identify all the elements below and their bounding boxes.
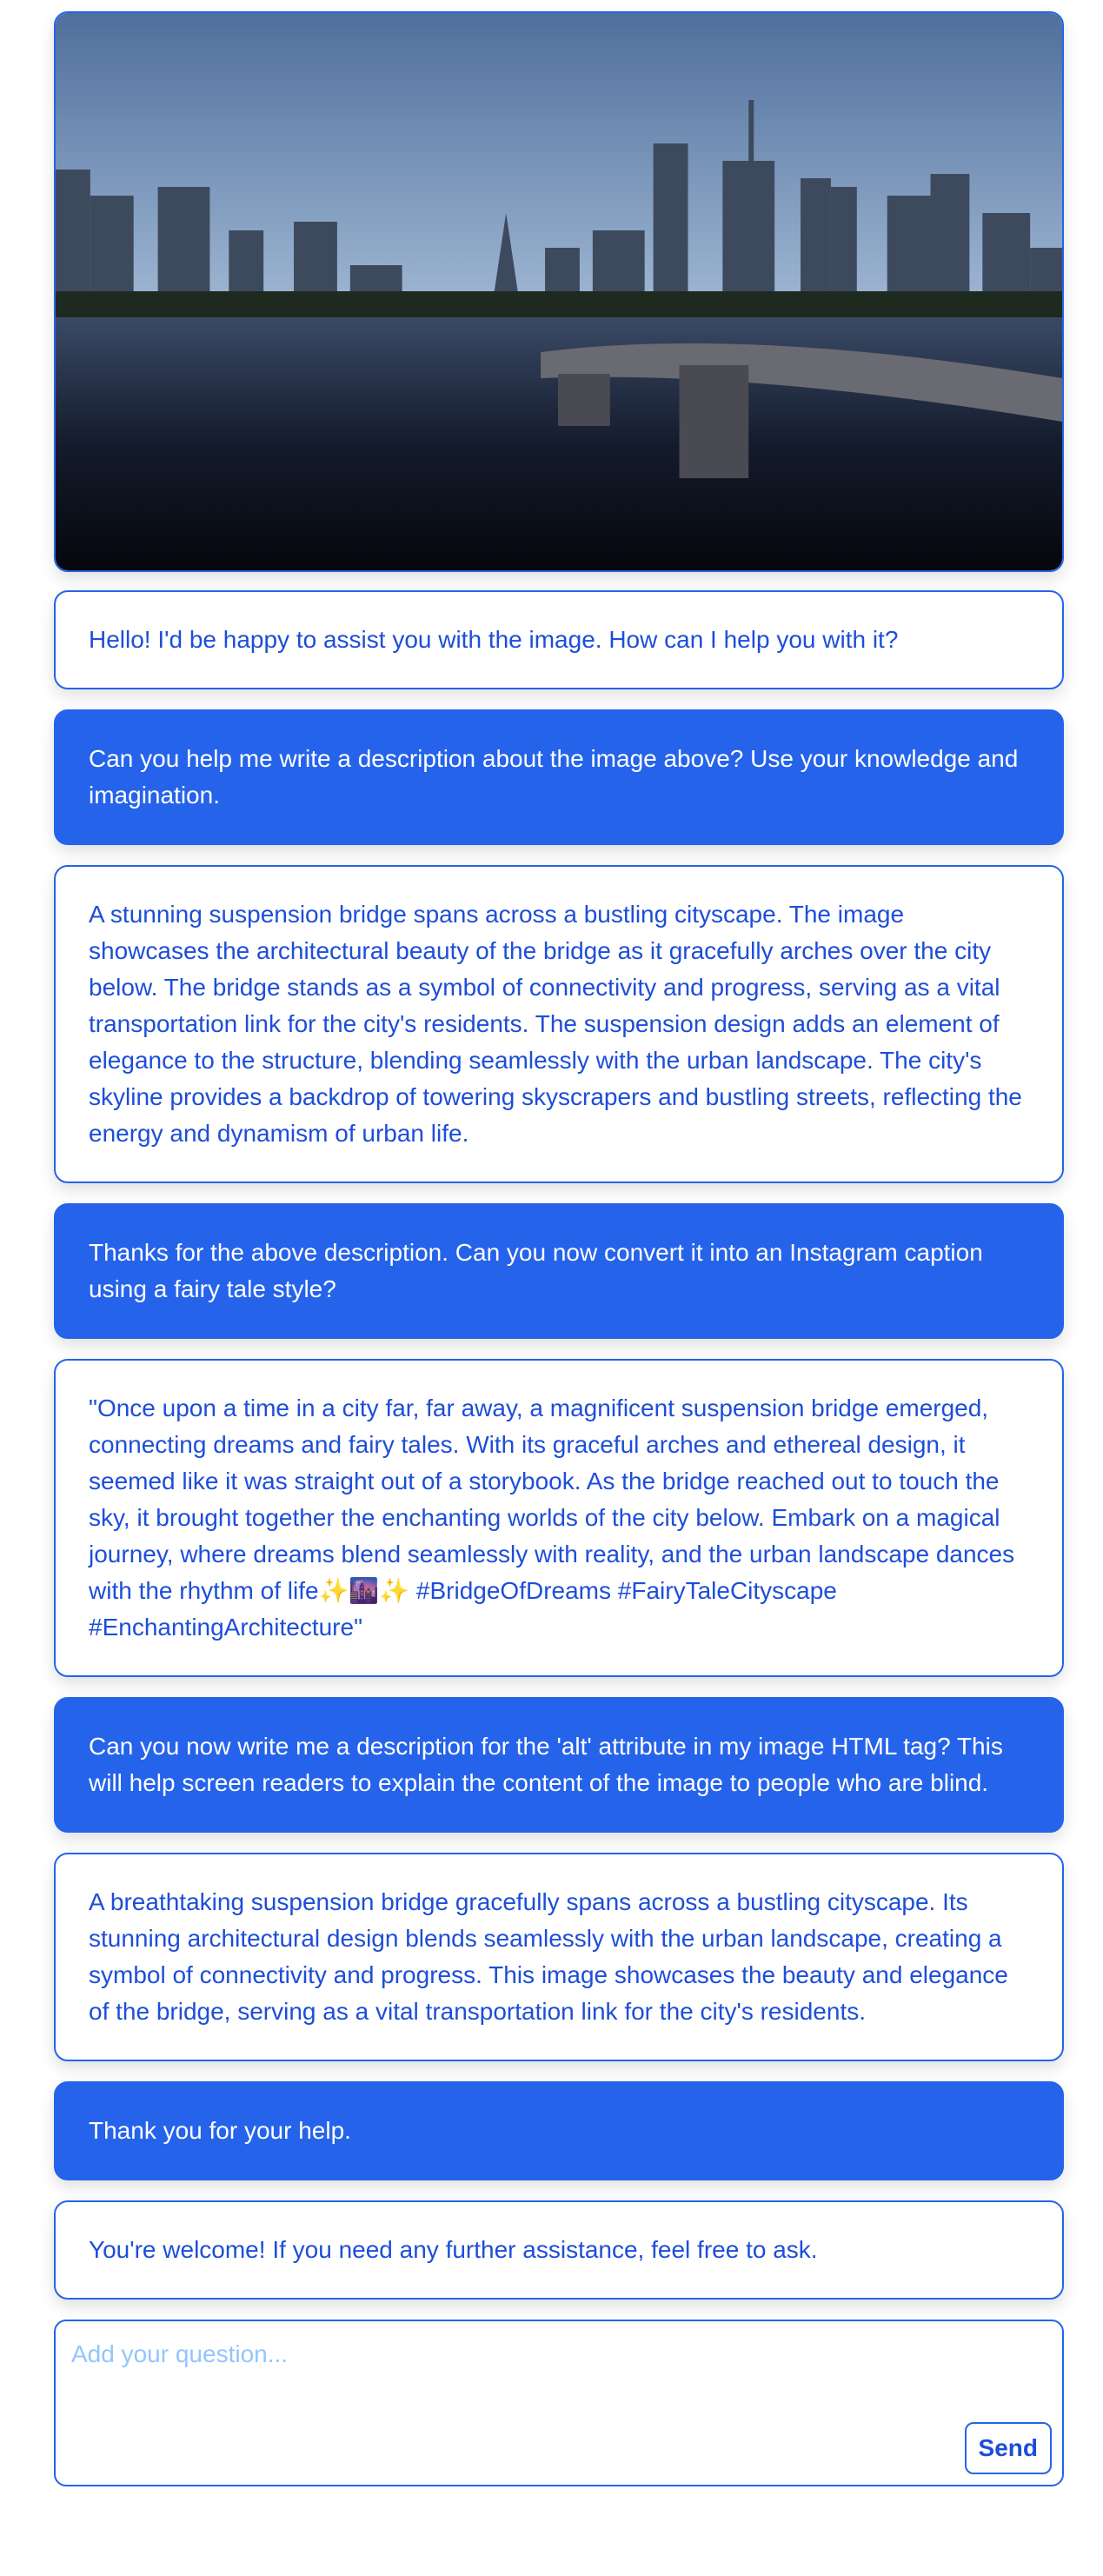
assistant-message: "Once upon a time in a city far, far away, a magnificent suspension bridge emerged, connecting dreams and fairy tales. With its graceful arches and ethereal design, it seemed like it was straight out of a storybook. As the bridge reached out to touch the sky, it brought together the enchanting worlds of the city below. Embark on a magical journey, where dreams blend seamlessly with reality, and the urban landscape dances with the rhythm of life✨🌆✨ #BridgeOfDreams #FairyTaleCityscape #EnchantingArchitecture"	[54, 1359, 1064, 1677]
question-composer	[54, 2320, 1064, 2486]
assistant-message: You're welcome! If you need any further assistance, feel free to ask.	[54, 2200, 1064, 2300]
user-message: Can you now write me a description for the 'alt' attribute in my image HTML tag? This will help screen readers to explain the content of the image to people who are blind.	[54, 1697, 1064, 1833]
user-message: Thanks for the above description. Can you now convert it into an Instagram caption using a fairy tale style?	[54, 1203, 1064, 1339]
assistant-message: A stunning suspension bridge spans across a bustling cityscape. The image showcases the architectural beauty of the bridge as it gracefully arches over the city below. The bridge stands as a symbol of connectivity and progress, serving as a vital transportation link for the city's residents. The suspension design adds an element of elegance to the structure, blending seamlessly with the urban landscape. The city's skyline provides a backdrop of towering skyscrapers and bustling streets, reflecting the energy and dynamism of urban life.	[54, 865, 1064, 1183]
question-input[interactable]	[56, 2321, 1062, 2485]
send-button[interactable]: Send	[965, 2422, 1052, 2474]
assistant-message: Hello! I'd be happy to assist you with the image. How can I help you with it?	[54, 590, 1064, 689]
chat-container	[54, 0, 1064, 2486]
user-message: Thank you for your help.	[54, 2081, 1064, 2180]
assistant-message: A breathtaking suspension bridge gracefully spans across a bustling cityscape. Its stunning architectural design blends seamlessly with the urban landscape, creating a symbol of connectivity and progress. This image showcases the beauty and elegance of the bridge, serving as a vital transportation link for the city's residents.	[54, 1853, 1064, 2061]
user-message: Can you help me write a description about the image above? Use your knowledge and imagination.	[54, 709, 1064, 845]
uploaded-image-city-bridge	[54, 11, 1064, 572]
